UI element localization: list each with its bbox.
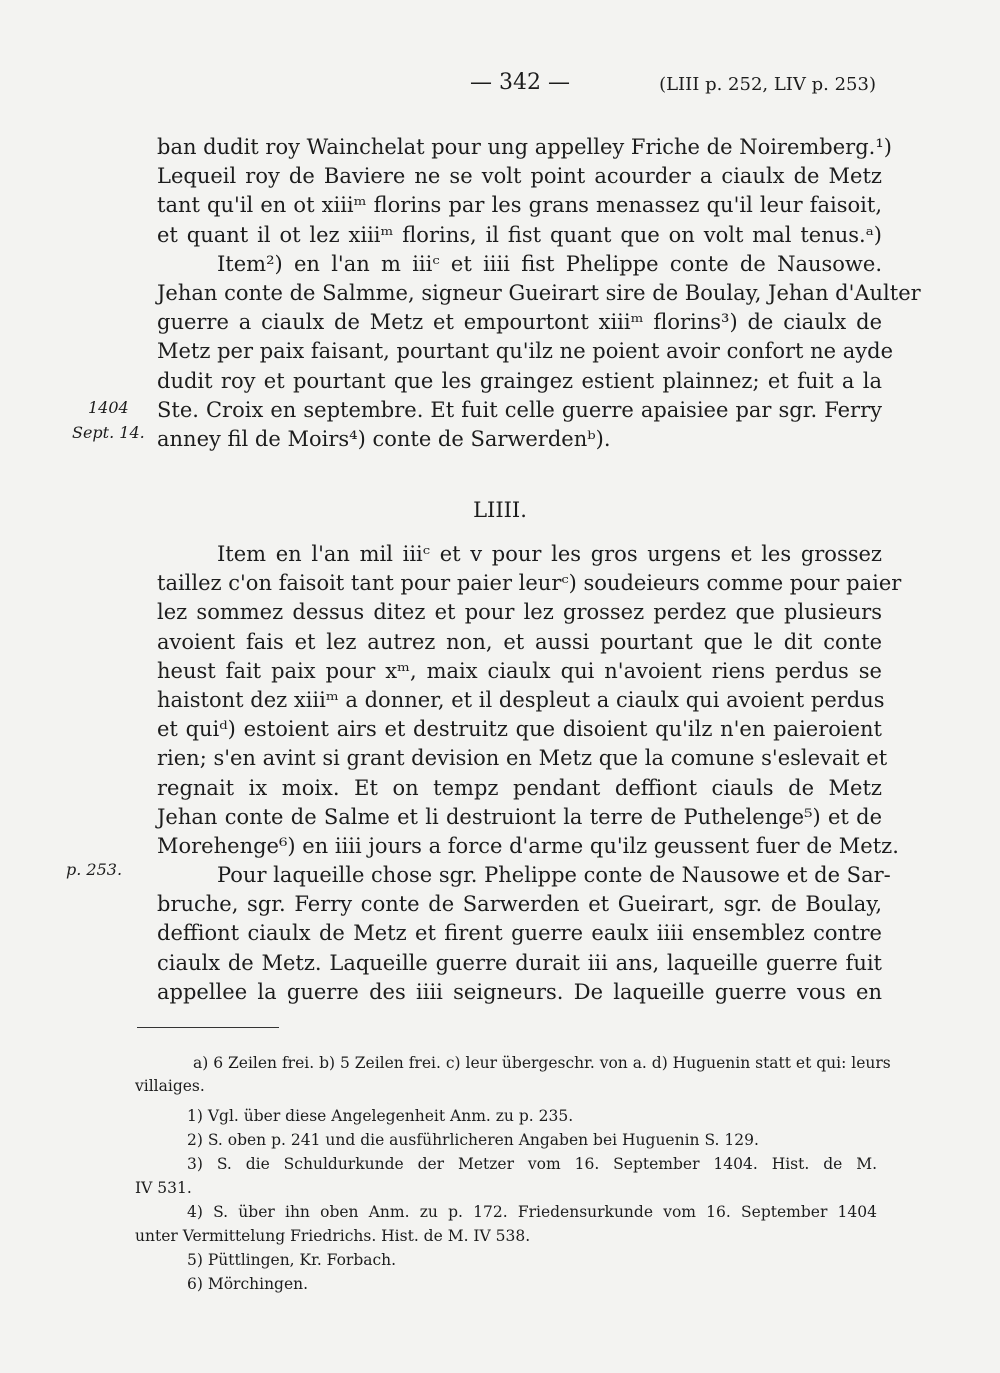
margin-date: Sept. 14. <box>72 423 145 442</box>
footnote-line: 5) Püttlingen, Kr. Forbach. <box>187 1251 397 1269</box>
footnote-line: unter Vermittelung Friedrichs. Hist. de M. IV 538. <box>135 1227 531 1245</box>
footnote-rule <box>137 1027 279 1028</box>
running-head: (LIII p. 252, LIV p. 253) <box>659 74 876 95</box>
paragraph-block-2 <box>157 540 902 1007</box>
footnote-line: 2) S. oben p. 241 und die ausführlicheren Angaben bei Huguenin S. 129. <box>187 1131 759 1149</box>
text-line: Lequeil roy de Baviere ne se volt point acourder a ciaulx de Metz <box>157 164 882 189</box>
text-line: Item²) en l'an m iiiᶜ et iiii fist Phelippe conte de Nausowe. <box>217 251 882 276</box>
text-line: et quant il ot lez xiiiᵐ florins, il fist quant que on volt mal tenus.ᵃ) <box>157 222 882 247</box>
footnotes-numbers <box>135 1104 877 1296</box>
text-line: anney fil de Moirs⁴) conte de Sarwerdenᵇ). <box>157 426 611 451</box>
text-line: bruche, sgr. Ferry conte de Sarwerden et Gueirart, sgr. de Boulay, <box>157 892 882 917</box>
text-line: heust fait paix pour xᵐ, maix ciaulx qui n'avoient riens perdus se <box>157 658 882 683</box>
text-line: et quiᵈ) estoient airs et destruitz que disoient qu'ilz n'en paieroient <box>157 717 882 742</box>
section-heading: LIIII. <box>473 498 527 522</box>
text-line: ban dudit roy Wainchelat pour ung appelley Friche de Noiremberg.¹) <box>157 135 892 159</box>
text-line: guerre a ciaulx de Metz et empourtont xiiiᵐ florins³) de ciaulx de <box>157 310 882 335</box>
footnote-line: 3) S. die Schuldurkunde der Metzer vom 16. September 1404. Hist. de M. <box>187 1155 877 1173</box>
text-line: avoient fais et lez autrez non, et aussi pourtant que le dit conte <box>157 629 882 654</box>
footnote-line: villaiges. <box>135 1077 205 1095</box>
text-line: Item en l'an mil iiiᶜ et v pour les gros urgens et les grossez <box>217 542 882 566</box>
text-line: regnait ix moix. Et on tempz pendant deffiont ciauls de Metz <box>157 775 882 800</box>
text-line: Jehan conte de Salme et li destruiont la terre de Puthelenge⁵) et de <box>157 804 882 829</box>
text-line: Metz per paix faisant, pourtant qu'ilz ne poient avoir confort ne ayde <box>157 339 894 364</box>
text-line: Ste. Croix en septembre. Et fuit celle guerre apaisiee par sgr. Ferry <box>157 397 882 422</box>
page-number: — 342 — <box>470 70 570 95</box>
text-line: taillez c'on faisoit tant pour paier leurᶜ) soudeieurs comme pour paier <box>157 571 902 596</box>
text-line: lez sommez dessus ditez et pour lez grossez perdez que plusieurs <box>157 600 882 625</box>
paragraph-block-1 <box>157 133 921 454</box>
text-line: dudit roy et pourtant que les graingez estient plainnez; et fuit a la <box>157 368 882 393</box>
footnote-line: 1) Vgl. über diese Angelegenheit Anm. zu p. 235. <box>187 1107 574 1125</box>
margin-year: 1404 <box>88 398 129 417</box>
footnote-line: 4) S. über ihn oben Anm. zu p. 172. Friedensurkunde vom 16. September 1404 <box>187 1203 877 1221</box>
text-line: haistont dez xiiiᵐ a donner, et il despleut a ciaulx qui avoient perdus <box>157 687 885 712</box>
text-line: rien; s'en avint si grant devision en Metz que la comune s'eslevait et <box>157 746 888 771</box>
footnote-line: 6) Mörchingen. <box>187 1275 309 1293</box>
footnotes-letters <box>135 1052 891 1098</box>
text-line: tant qu'il en ot xiiiᵐ florins par les grans menassez qu'il leur faisoit, <box>157 193 882 218</box>
footnote-line: IV 531. <box>135 1179 192 1197</box>
text-line: Morehenge⁶) en iiii jours a force d'arme qu'ilz geussent fuer de Metz. <box>157 833 899 858</box>
text-line: Jehan conte de Salmme, signeur Gueirart sire de Boulay, Jehan d'Aulter <box>157 280 921 305</box>
text-line: deffiont ciaulx de Metz et firent guerre eaulx iiii ensemblez contre <box>157 921 882 946</box>
footnote-line: a) 6 Zeilen frei. b) 5 Zeilen frei. c) leur übergeschr. von a. d) Huguenin statt et qui: leurs <box>193 1054 891 1072</box>
margin-page-ref: p. 253. <box>66 860 123 879</box>
text-line: ciaulx de Metz. Laqueille guerre durait iii ans, laqueille guerre fuit <box>157 950 882 975</box>
text-line: appellee la guerre des iiii seigneurs. De laqueille guerre vous en <box>157 979 882 1004</box>
text-line: Pour laqueille chose sgr. Phelippe conte de Nausowe et de Sar- <box>217 863 891 888</box>
page-header <box>0 70 1000 104</box>
